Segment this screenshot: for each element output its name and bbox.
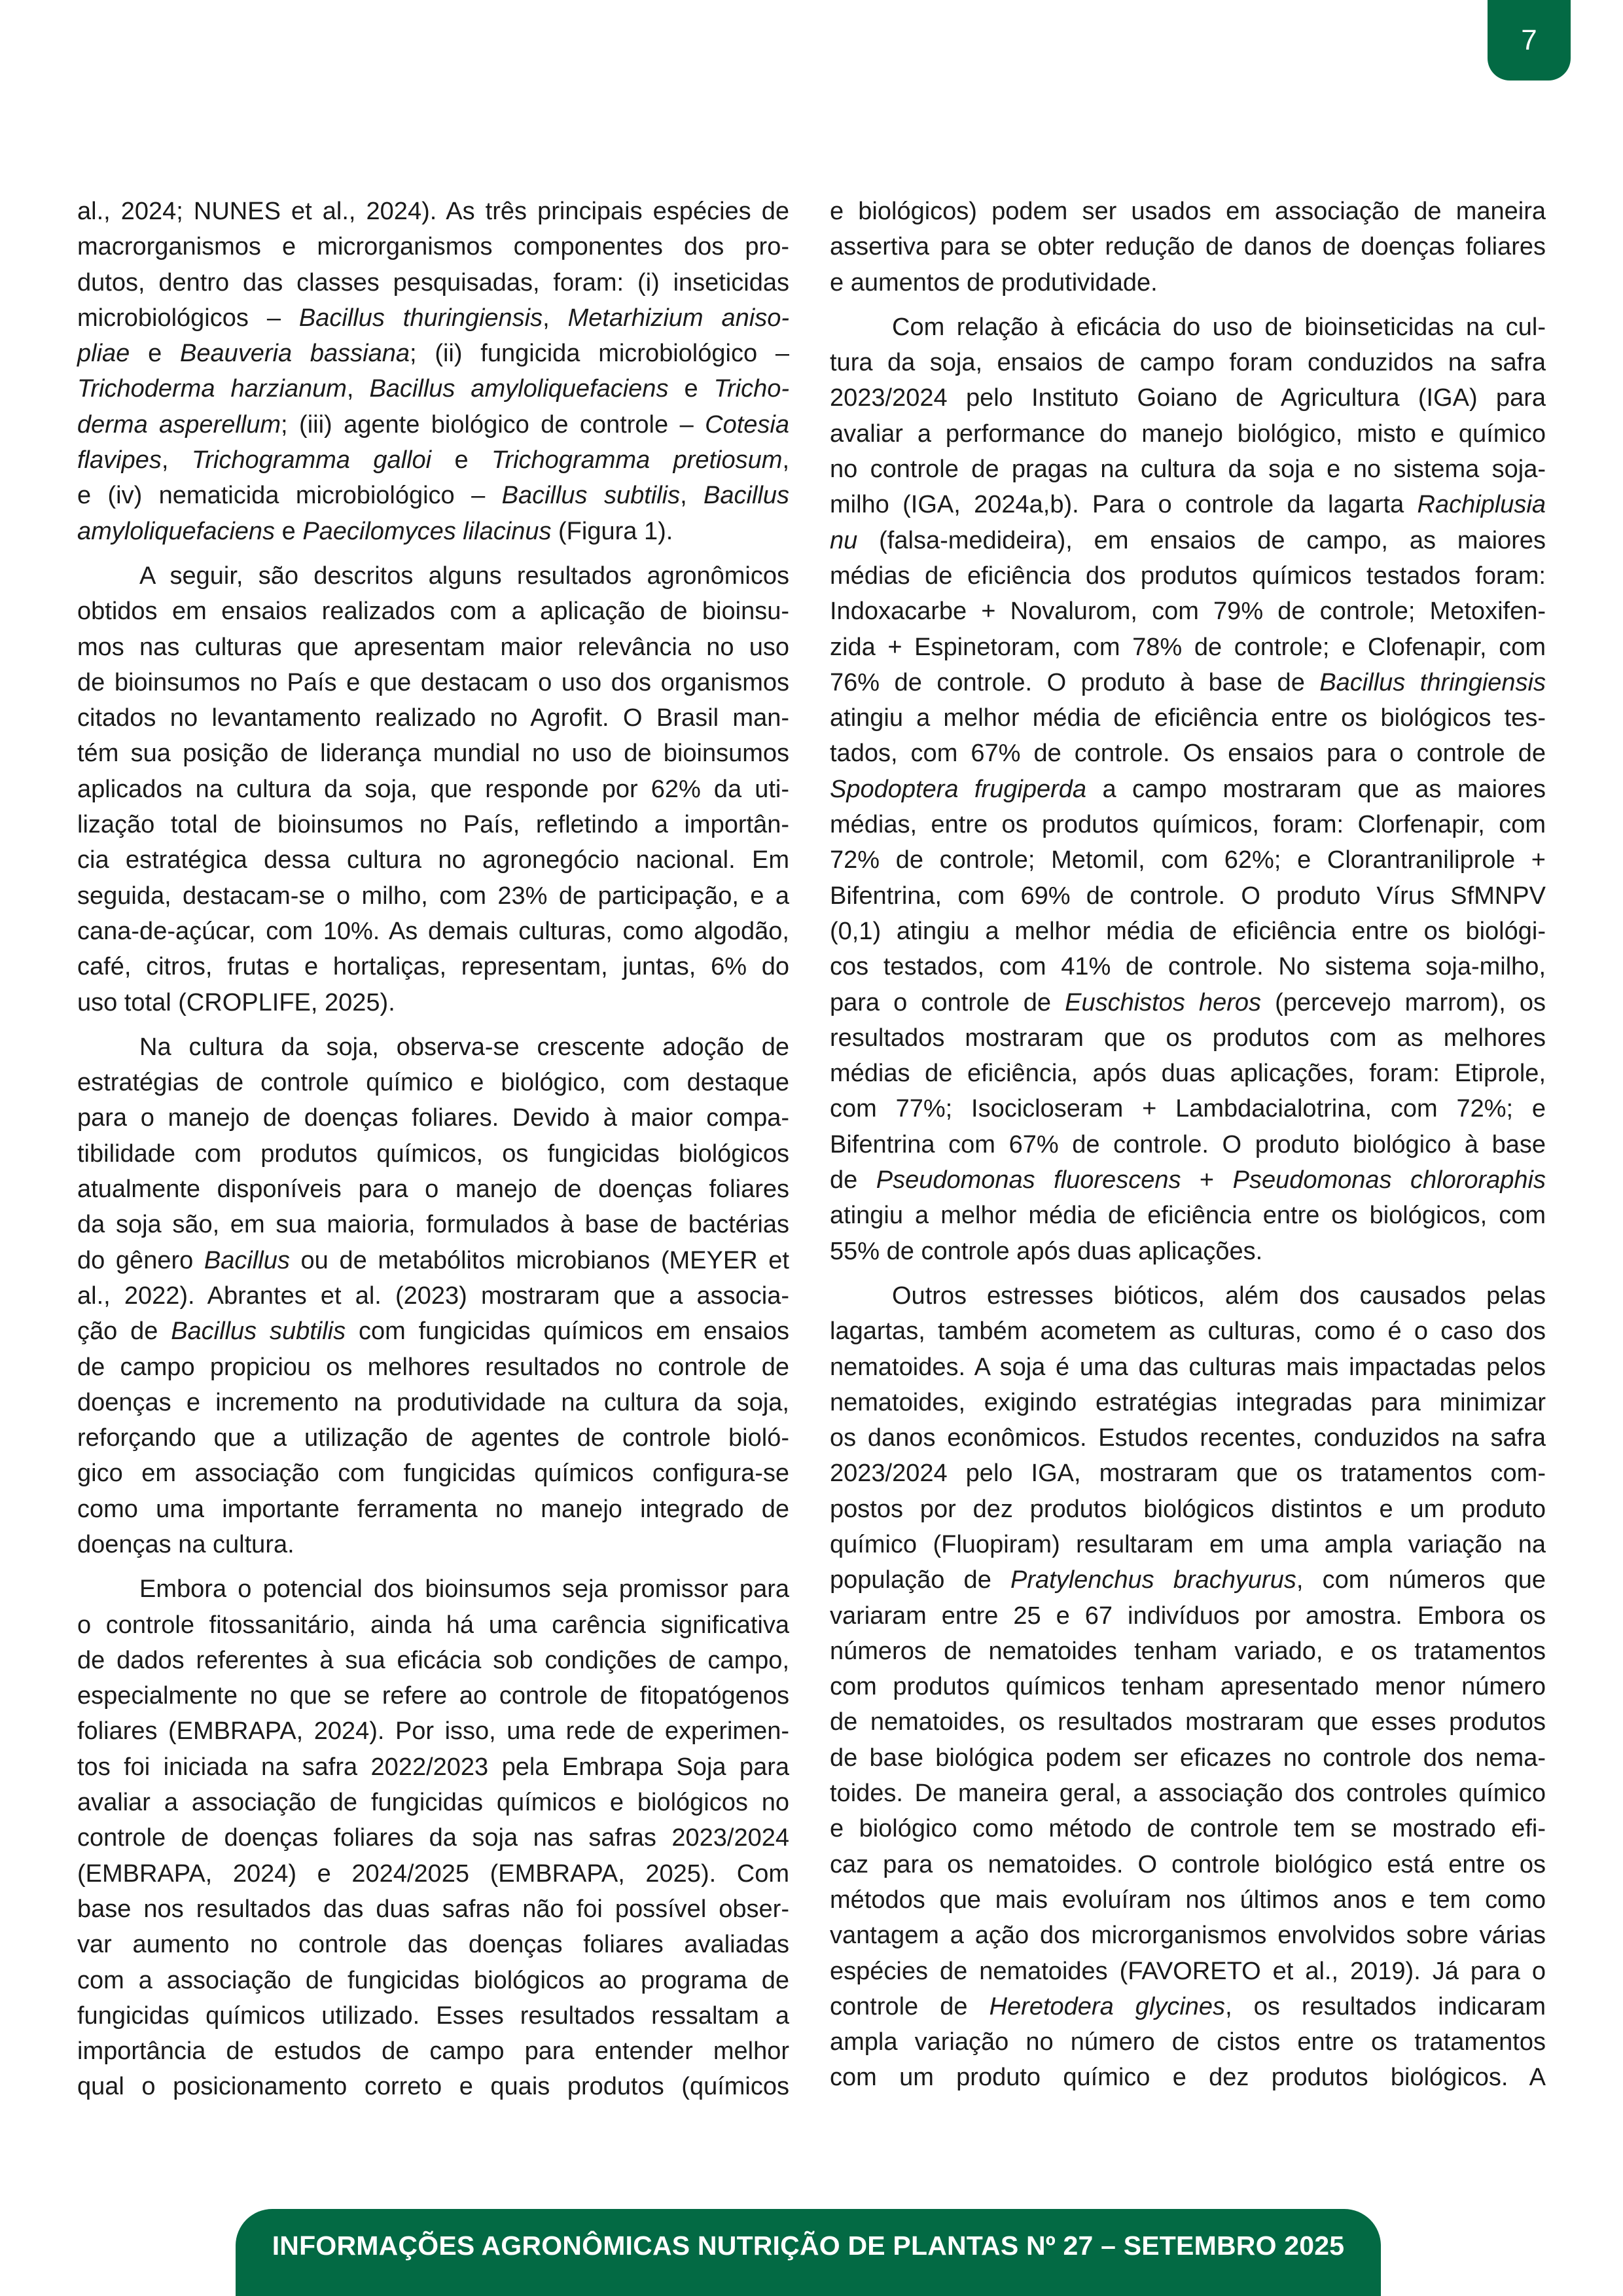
text-line: importância de estudos de campo para entender melhor [77, 2037, 789, 2066]
text-line: tibilidade com produtos químicos, os fungicidas biológicos [77, 1139, 789, 1168]
text-line: resultados mostraram que os produtos com as melhores [830, 1024, 1546, 1052]
text-line: e (iv) nematicida microbiológico – Bacillus subtilis, Bacillus [77, 482, 789, 510]
text-line: (EMBRAPA, 2024) e 2024/2025 (EMBRAPA, 2025). Com [77, 1859, 789, 1888]
text-line: tos foi iniciada na safra 2022/2023 pela Embrapa Soja para [77, 1753, 789, 1781]
paragraph [830, 1278, 1546, 2096]
text-line: médias de eficiência, após duas aplicações, foram: Etiprole, [830, 1060, 1546, 1088]
text-line: postos por dez produtos biológicos distintos e um produto [830, 1495, 1546, 1523]
text-line: doenças na cultura. [77, 1530, 294, 1558]
text-line: nu (falsa-medideira), em ensaios de campo, as maiores [830, 526, 1546, 554]
text-line: nematoides, exigindo estratégias integradas para minimizar [830, 1388, 1546, 1416]
text-line: Indoxacarbe + Novalurom, com 79% de controle; Metoxifen- [830, 598, 1546, 626]
text-line: al., 2022). Abrantes et al. (2023) mostraram que a associa- [77, 1282, 789, 1310]
text-line: base nos resultados das duas safras não foi possível obser- [77, 1895, 789, 1923]
page-number-tab [1488, 0, 1571, 81]
text-line: médias de eficiência dos produtos químicos testados foram: [830, 562, 1546, 590]
text-line: Embora o potencial dos bioinsumos seja promissor para [139, 1575, 789, 1604]
text-line: com produtos químicos tenham apresentado menor número [830, 1673, 1546, 1701]
text-line: variaram entre 25 e 67 indivíduos por amostra. Embora os [830, 1602, 1546, 1630]
text-line: cia estratégica dessa cultura no agronegócio nacional. Em [77, 846, 789, 874]
text-line: doenças e incremento na produtividade na cultura da soja, [77, 1388, 789, 1416]
text-line: mos nas culturas que apresentam maior relevância no uso [77, 633, 789, 661]
text-line: e aumentos de produtividade. [830, 268, 1158, 296]
text-line: amyloliquefaciens e Paecilomyces lilacinus (Figura 1). [77, 517, 673, 545]
footer-publication-title: INFORMAÇÕES AGRONÔMICAS NUTRIÇÃO DE PLANTAS Nº 27 – SETEMBRO 2025 [272, 2231, 1345, 2261]
text-line: 2023/2024 pelo IGA, mostraram que os tratamentos com- [830, 1460, 1546, 1488]
text-line: qual o posicionamento correto e quais produtos (químicos [77, 2073, 789, 2101]
text-line: 76% de controle. O produto à base de Bacillus thringiensis [830, 668, 1546, 696]
text-line: cana-de-açúcar, com 10%. As demais culturas, como algodão, [77, 917, 789, 945]
text-line: Na cultura da soja, observa-se crescente adoção de [139, 1033, 789, 1061]
text-line: e biológicos) podem ser usados em associação de maneira [830, 198, 1546, 225]
text-line: com 77%; Isocicloseram + Lambdacialotrina, com 72%; e [830, 1095, 1546, 1123]
text-line: de Pseudomonas fluorescens + Pseudomonas chlororaphis [830, 1166, 1546, 1194]
text-line: ampla variação no número de cistos entre os tratamentos [830, 2028, 1546, 2056]
text-line: caz para os nematoides. O controle biológico está entre os [830, 1850, 1546, 1878]
text-line: atualmente disponíveis para o manejo de doenças foliares [77, 1175, 789, 1204]
text-line: foliares (EMBRAPA, 2024). Por isso, uma rede de experimen- [77, 1717, 789, 1746]
text-line: avaliar a associação de fungicidas químicos e biológicos no [77, 1789, 789, 1817]
text-line: médias, entre os produtos químicos, foram: Clorfenapir, com [830, 811, 1546, 839]
text-line: Bifentrina com 67% de controle. O produto biológico à base [830, 1130, 1546, 1158]
text-line: milho (IGA, 2024a,b). Para o controle da lagarta Rachiplusia [830, 491, 1546, 519]
footer-banner [236, 2209, 1381, 2296]
paragraph [77, 558, 789, 1020]
text-line: espécies de nematoides (FAVORETO et al., 2019). Já para o [830, 1957, 1546, 1985]
text-line: lagartas, também acometem as culturas, como é o caso dos [830, 1318, 1546, 1346]
text-line: estratégias de controle químico e biológico, com destaque [77, 1069, 789, 1097]
text-line: toides. De maneira geral, a associação dos controles químico [830, 1780, 1546, 1808]
text-line: avaliar a performance do manejo biológico, misto e químico [830, 420, 1546, 448]
paragraph [830, 194, 1546, 300]
paragraph [830, 310, 1546, 1269]
text-line: macrorganismos e microrganismos componentes dos pro- [77, 233, 789, 261]
text-line: como uma importante ferramenta no manejo integrado de [77, 1495, 789, 1523]
text-line: fungicidas químicos utilizado. Esses resultados ressaltam a [77, 2001, 789, 2030]
text-line: controle de doenças foliares da soja nas safras 2023/2024 [77, 1824, 789, 1852]
text-line: 55% de controle após duas aplicações. [830, 1237, 1263, 1265]
text-line: assertiva para se obter redução de danos de doenças foliares [830, 233, 1546, 261]
text-line: reforçando que a utilização de agentes de controle bioló- [77, 1424, 789, 1452]
text-line: para o controle de Euschistos heros (percevejo marrom), os [830, 988, 1546, 1016]
text-line: dutos, dentro das classes pesquisadas, foram: (i) inseticidas [77, 268, 789, 296]
text-line: controle de Heretodera glycines, os resultados indicaram [830, 1992, 1546, 2020]
text-line: Com relação à eficácia do uso de bioinseticidas na cul- [892, 313, 1546, 341]
text-line: atingiu a melhor média de eficiência entre os biológicos tes- [830, 704, 1546, 732]
text-line: uso total (CROPLIFE, 2025). [77, 988, 395, 1016]
text-line: pliae e Beauveria bassiana; (ii) fungicida microbiológico – [77, 340, 789, 368]
text-line: vantagem a ação dos microrganismos envolvidos sobre várias [830, 1922, 1546, 1950]
text-line: aplicados na cultura da soja, que responde por 62% da uti- [77, 775, 789, 803]
text-line: var aumento no controle das doenças foliares avaliadas [77, 1931, 789, 1959]
text-line: de campo propiciou os melhores resultados no controle de [77, 1353, 789, 1381]
text-line: os danos econômicos. Estudos recentes, conduzidos na safra [830, 1424, 1546, 1452]
text-line: obtidos em ensaios realizados com a aplicação de bioinsu- [77, 598, 789, 626]
text-line: 72% de controle; Metomil, com 62%; e Clorantraniliprole + [830, 846, 1546, 874]
text-line: cos testados, com 41% de controle. No sistema soja-milho, [830, 953, 1546, 981]
paragraph [77, 1030, 789, 1562]
text-line: Bifentrina, com 69% de controle. O produto Vírus SfMNPV [830, 882, 1546, 910]
text-line: com a associação de fungicidas biológicos ao programa de [77, 1966, 789, 1994]
text-line: gico em associação com fungicidas químicos configura-se [77, 1460, 789, 1488]
text-line: população de Pratylenchus brachyurus, com números que [830, 1566, 1546, 1594]
text-line: Spodoptera frugiperda a campo mostraram que as maiores [830, 775, 1546, 803]
text-line: café, citros, frutas e hortaliças, representam, juntas, 6% do [77, 953, 789, 981]
text-line: Outros estresses bióticos, além dos causados pelas [892, 1282, 1546, 1310]
text-line: para o manejo de doenças foliares. Devido à maior compa- [77, 1104, 789, 1132]
text-line: seguida, destacam-se o milho, com 23% de participação, e a [77, 882, 789, 910]
text-line: de dados referentes à sua eficácia sob condições de campo, [77, 1646, 789, 1674]
text-line: especialmente no que se refere ao controle de fitopatógenos [77, 1682, 789, 1710]
text-line: flavipes, Trichogramma galloi e Trichogramma pretiosum, [77, 446, 789, 475]
text-line: al., 2024; NUNES et al., 2024). As três principais espécies de [77, 198, 789, 225]
text-line: tém sua posição de liderança mundial no uso de bioinsumos [77, 740, 789, 768]
text-line: A seguir, são descritos alguns resultados agronômicos [139, 562, 789, 590]
text-line: e biológico como método de controle tem se mostrado efi- [830, 1815, 1546, 1843]
text-line: da soja são, em sua maioria, formulados à base de bactérias [77, 1211, 789, 1239]
text-line: tura da soja, ensaios de campo foram conduzidos na safra [830, 349, 1546, 377]
text-line: nematoides. A soja é uma das culturas mais impactadas pelos [830, 1353, 1546, 1381]
text-line: derma asperellum; (iii) agente biológico de controle – Cotesia [77, 410, 789, 439]
text-line: tados, com 67% de controle. Os ensaios para o controle de [830, 740, 1546, 768]
text-line: ção de Bacillus subtilis com fungicidas químicos em ensaios [77, 1318, 789, 1346]
text-line: do gênero Bacillus ou de metabólitos microbianos (MEYER et [77, 1246, 789, 1274]
text-line: atingiu a melhor média de eficiência entre os biológicos, com [830, 1202, 1546, 1230]
text-line: no controle de pragas na cultura da soja e no sistema soja- [830, 456, 1546, 484]
text-line: zida + Espinetoram, com 78% de controle; e Clofenapir, com [830, 633, 1546, 661]
text-line: números de nematoides tenham variado, e os tratamentos [830, 1637, 1546, 1665]
paragraph [77, 1571, 789, 2104]
text-line: citados no levantamento realizado no Agrofit. O Brasil man- [77, 704, 789, 732]
paragraph [77, 194, 789, 549]
left-column [77, 194, 789, 2114]
text-line: o controle fitossanitário, ainda há uma carência significativa [77, 1611, 789, 1639]
right-column [830, 194, 1546, 2105]
text-line: de nematoides, os resultados mostraram que esses produtos [830, 1708, 1546, 1736]
text-line: Trichoderma harzianum, Bacillus amyloliquefaciens e Tricho- [77, 375, 789, 403]
text-line: métodos que mais evoluíram nos últimos anos e tem como [830, 1886, 1546, 1914]
text-line: de base biológica podem ser eficazes no controle dos nema- [830, 1744, 1546, 1772]
text-line: de bioinsumos no País e que destacam o uso dos organismos [77, 668, 789, 696]
text-line: microbiológicos – Bacillus thuringiensis, Metarhizium aniso- [77, 304, 789, 332]
text-line: com um produto químico e dez produtos biológicos. A [830, 2064, 1546, 2092]
text-line: (0,1) atingiu a melhor média de eficiência entre os biológi- [830, 917, 1546, 945]
text-line: químico (Fluopiram) resultaram em uma ampla variação na [830, 1530, 1546, 1558]
text-line: 2023/2024 pelo Instituto Goiano de Agricultura (IGA) para [830, 384, 1546, 412]
page-number: 7 [1521, 24, 1537, 56]
text-line: lização total de bioinsumos no País, refletindo a importân- [77, 811, 789, 839]
